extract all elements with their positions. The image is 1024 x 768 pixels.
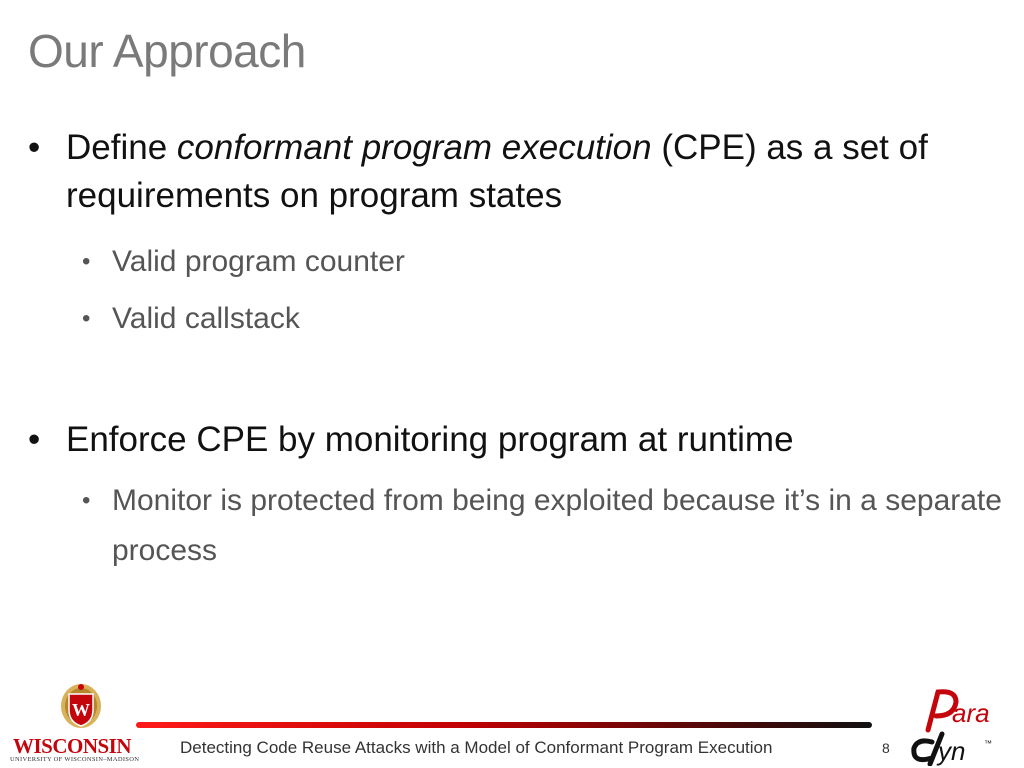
paradyn-bottom-text: yn — [938, 736, 966, 766]
subitem-monitor-protected — [82, 476, 1002, 576]
svg-text:W: W — [72, 700, 90, 720]
uw-wordmark: WISCONSIN — [12, 734, 132, 758]
subitem-marker: • — [82, 487, 91, 514]
bullet-text-suffix: (CPE) as a set of requirements on program states — [66, 128, 928, 215]
footer-title: Detecting Code Reuse Attacks with a Model of Conformant Program Execution — [180, 738, 773, 757]
subitem-valid-callstack — [82, 295, 300, 343]
subitem-marker: • — [82, 248, 91, 275]
uw-madison-logo — [10, 682, 140, 766]
bullet-marker: • — [28, 128, 41, 167]
paradyn-tm: ™ — [984, 739, 992, 748]
subitem-text: Valid program counter — [112, 245, 405, 278]
page-number: 8 — [882, 740, 890, 756]
uw-crest-icon — [54, 682, 108, 736]
uw-subtitle: UNIVERSITY OF WISCONSIN–MADISON — [10, 756, 140, 763]
paradyn-logo — [908, 688, 998, 766]
slide-title: Our Approach — [28, 25, 306, 77]
bullet-marker: • — [28, 420, 41, 459]
subitem-valid-pc — [82, 238, 405, 286]
bullet-enforce-cpe — [28, 416, 966, 464]
footer-divider-bar — [136, 722, 872, 728]
paradyn-top-text: ara — [952, 698, 990, 728]
subitem-marker: • — [82, 305, 91, 332]
bullet-text-prefix: Define — [66, 128, 177, 167]
subitem-text: Monitor is protected from being exploited because it’s in a separate process — [112, 484, 1002, 567]
subitem-text: Valid callstack — [112, 302, 300, 335]
bullet-text: Enforce CPE by monitoring program at runtime — [66, 420, 794, 459]
bullet-text-emphasis: conformant program execution — [176, 128, 652, 167]
bullet-define-cpe — [28, 124, 946, 220]
